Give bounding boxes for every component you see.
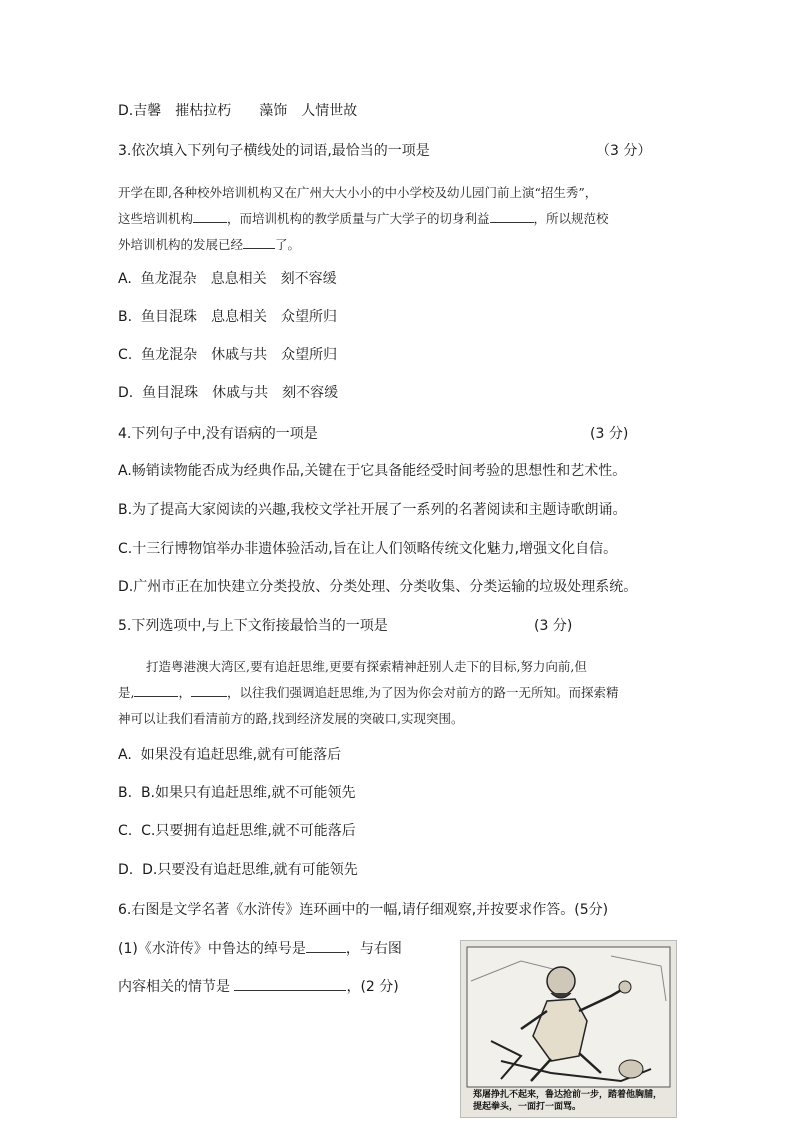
q5-passage-line-2 (118, 680, 648, 706)
q5-option-b: B. B.如果只有追赶思维,就不可能领先 (118, 785, 356, 801)
q6-blank-nickname (306, 938, 346, 953)
q5-passage-text: 是, (118, 685, 135, 700)
comic-illustration (460, 940, 677, 1118)
q3-blank-1 (193, 208, 227, 223)
q6-sub1-text: ，与右图 (345, 941, 402, 957)
q3-passage-line-2 (118, 206, 648, 232)
q2-option-d: D.吉馨 摧枯拉朽 藻饰 人情世故 (118, 103, 358, 119)
q5-option-c: C. C.只要拥有追赶思维,就不可能落后 (118, 823, 356, 839)
q3-option-b: B. 鱼目混珠 息息相关 众望所归 (118, 309, 337, 325)
q3-option-a: A. 鱼龙混杂 息息相关 刻不容缓 (118, 271, 337, 287)
q3-passage-line-3 (118, 232, 648, 258)
q4-option-d: D.广州市正在加快建立分类投放、分类处理、分类收集、分类运输的垃圾处理系统。 (118, 579, 638, 595)
q6-sub1-line-2 (118, 976, 399, 997)
q3-option-c: C. 鱼龙混杂 休戚与共 众望所归 (118, 347, 338, 363)
q3-passage-text: ，所以规范校 (533, 211, 609, 226)
q3-passage-text: 了。 (275, 237, 301, 252)
q6-stem: 6.右图是文学名著《水浒传》连环画中的一幅,请仔细观察,并按要求作答。(5分) (118, 902, 609, 918)
q5-passage-line-3: 神可以让我们看清前方的路,找到经济发展的突破口,实现突围。 (118, 711, 464, 726)
q4-option-b: B.为了提高大家阅读的兴趣,我校文学社开展了一系列的名著阅读和主题诗歌朗诵。 (118, 502, 627, 518)
q4-option-c: C.十三行博物馆举办非遗体验活动,旨在让人们领略传统文化魅力,增强文化自信。 (118, 541, 618, 557)
q3-option-d: D. 鱼目混珠 休戚与共 刻不容缓 (118, 385, 339, 401)
q5-score: (3 分) (534, 618, 573, 634)
q5-passage-text: ， (178, 685, 191, 700)
q3-passage-line-1: 开学在即,各种校外培训机构又在广州大大小小的中小学校及幼儿园门前上演“招生秀”， (118, 185, 598, 200)
q5-passage (118, 654, 648, 732)
q6-sub1-line-1 (118, 938, 402, 959)
q3-passage (118, 180, 648, 258)
q6-sub1-text: 内容相关的情节是 (118, 979, 235, 995)
q3-passage-text: 这些培训机构 (118, 211, 194, 226)
q5-option-d: D. D.只要没有追赶思维,就有可能领先 (118, 862, 358, 878)
q3-passage-text: 外培训机构的发展已经 (118, 237, 244, 252)
q3-stem: 3.依次填入下列句子横线处的词语,最恰当的一项是 (118, 143, 430, 159)
q6-blank-plot (234, 976, 346, 991)
q6-sub1-text: (1)《水浒传》中鲁达的绰号是 (118, 941, 306, 957)
q5-passage-line-1: 打造粤港澳大湾区,要有追赶思维,更要有探索精神赶别人走下的目标,努力向前,但 (146, 659, 587, 674)
q6-sub1-text: ，(2 分) (346, 979, 399, 995)
q3-blank-3 (243, 234, 275, 249)
q3-passage-text: ，而培训机构的教学质量与广大学子的切身利益 (227, 211, 490, 226)
q5-option-a: A. 如果没有追赶思维,就有可能落后 (118, 747, 342, 763)
q4-stem: 4.下列句子中,没有语病的一项是 (118, 426, 318, 442)
q3-blank-2 (490, 208, 534, 223)
q5-passage-text: ，以往我们强调追赶思维,为了因为你会对前方的路一无所知。而探索精 (227, 685, 619, 700)
q4-option-a: A.畅销读物能否成为经典作品,关键在于它具备能经受时间考验的思想性和艺术性。 (118, 463, 627, 479)
q5-stem: 5.下列选项中,与上下文衔接最恰当的一项是 (118, 618, 388, 634)
q3-score: （3 分） (596, 143, 652, 159)
q5-blank-2 (191, 682, 227, 697)
q5-blank-1 (134, 682, 178, 697)
comic-caption: 郑屠挣扎不起来，鲁达抢前一步，踏着他胸脯，提起拳头，一面打一面骂。 (473, 1090, 663, 1112)
q4-score: (3 分) (590, 426, 629, 442)
